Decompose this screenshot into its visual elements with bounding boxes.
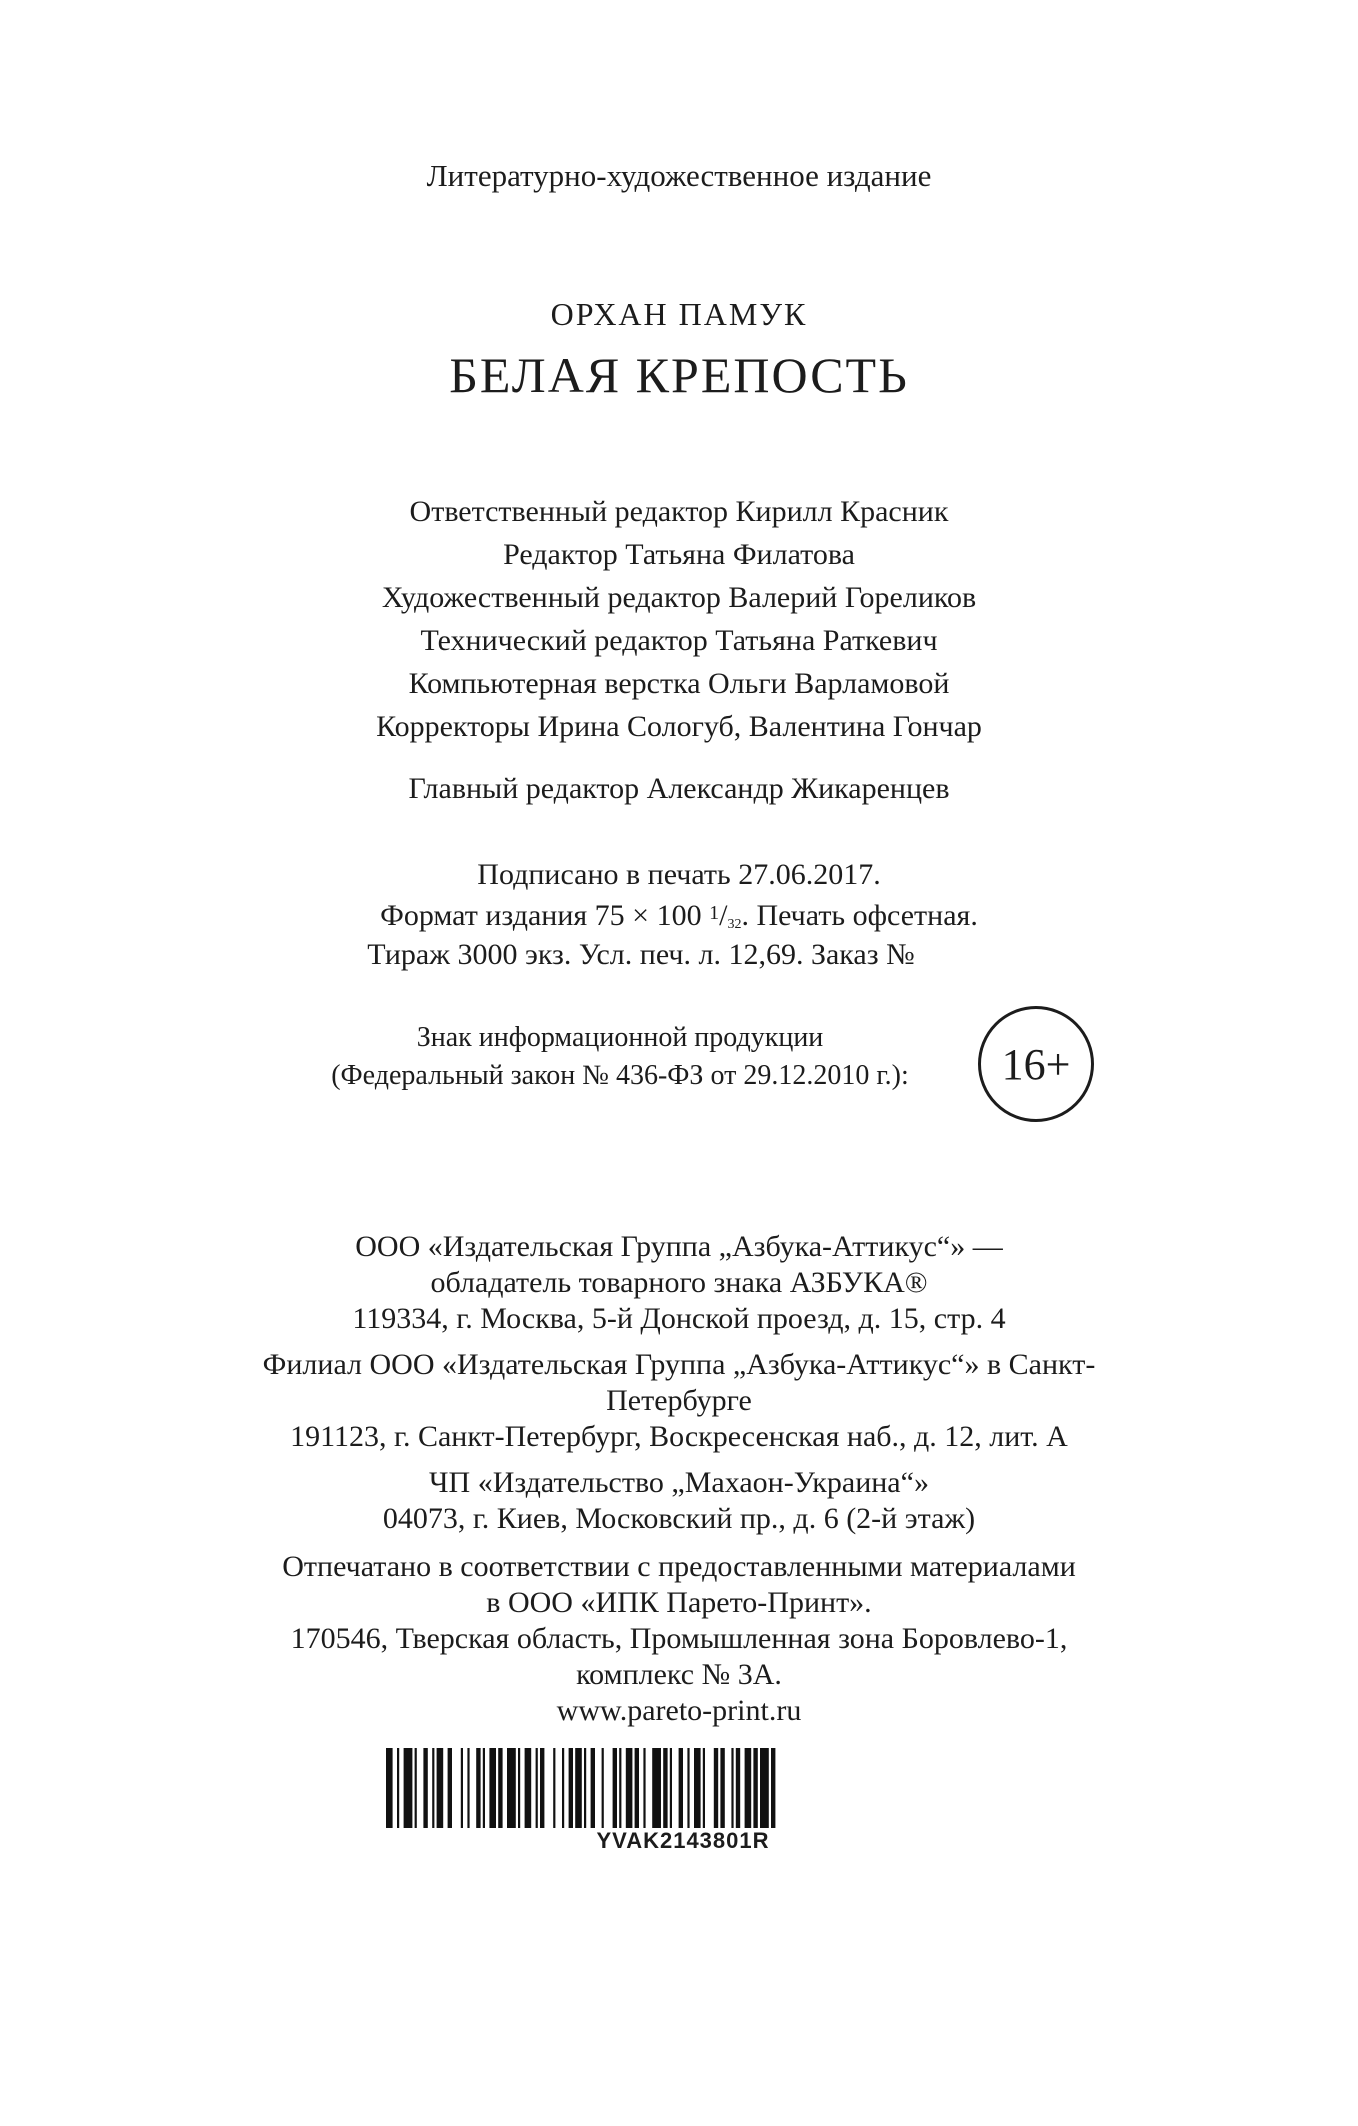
barcode-bar [467,1748,469,1828]
publisher-line: обладатель товарного знака АЗБУКА® [430,1266,928,1299]
publisher-line: ООО «Издательская Группа „Азбука-Аттикус“» — [355,1230,1003,1263]
printer-line: Отпечатано в соответствии с предоставленными материалами [282,1550,1076,1583]
printer-line: комплекс № 3А. [576,1658,782,1691]
barcode-bar [584,1748,586,1828]
branch-line: Петербурге [606,1384,752,1417]
barcode-bar [643,1748,645,1828]
info-sign-line-1: Знак информационной продукции [416,1022,824,1053]
barcode-bar [591,1748,595,1828]
edition-type: Литературно-художественное издание [426,158,932,193]
credit-line: Ответственный редактор Кирилл Красник [409,495,949,528]
ukraine-line: 04073, г. Киев, Московский пр., д. 6 (2-й этаж) [382,1502,976,1535]
format-prefix: Формат издания 75 × 100 [380,899,710,932]
format-fraction-numerator: 1 [709,902,720,924]
barcode-bar [518,1748,520,1828]
info-sign-line-2: (Федеральный закон № 436-ФЗ от 29.12.2010 г.): [331,1060,909,1091]
barcode-bar [423,1748,427,1828]
barcode-bar [415,1748,417,1828]
barcode-bar [663,1748,667,1828]
barcode-bar [437,1748,444,1828]
barcode-bar [525,1748,532,1828]
publisher-line: 119334, г. Москва, 5-й Донской проезд, д. 15, стр. 4 [352,1302,1006,1335]
barcode-bar [448,1748,452,1828]
barcode-bar [476,1748,480,1828]
barcode-bar [507,1748,516,1828]
printer-line: в ООО «ИПК Парето-Принт». [486,1586,872,1619]
printer-website: www.pareto-print.ru [556,1694,802,1727]
barcode-bar [397,1748,399,1828]
barcode-bar [540,1748,544,1828]
barcode-bar [679,1748,683,1828]
barcode-bar [489,1748,496,1828]
barcode-bar [720,1748,724,1828]
barcode-bar [760,1748,769,1828]
barcode-bar [483,1748,485,1828]
barcode-bar [731,1748,733,1828]
barcode-bar [687,1748,689,1828]
credit-line: Художественный редактор Валерий Гореликов [381,581,977,614]
barcode-bar [553,1748,555,1828]
barcode-bar [602,1748,604,1828]
barcode-bar [575,1748,582,1828]
barcode-bar [386,1748,393,1828]
barcode-bar [635,1748,639,1828]
barcode-bar [771,1748,775,1828]
barcode-bar [745,1748,752,1828]
barcode-bar [619,1748,621,1828]
credit-line: Корректоры Ирина Сологуб, Валентина Гончар [376,710,982,743]
signed-for-print: Подписано в печать 27.06.2017. [477,858,881,891]
barcode-bar [613,1748,617,1828]
barcode-bar [461,1748,463,1828]
barcode-bar [626,1748,633,1828]
barcode-bar [569,1748,573,1828]
format-fraction-denominator: 32 [727,917,742,932]
barcode-bar [714,1748,718,1828]
barcode-bar [703,1748,705,1828]
barcode-bar [670,1748,672,1828]
barcode-bar [562,1748,564,1828]
barcode-bar [694,1748,701,1828]
barcode-text: YVAK2143801R [596,1828,770,1853]
ukraine-line: ЧП «Издательство „Махаон-Украина“» [429,1466,929,1499]
age-rating-badge: 16+ [978,1006,1094,1122]
barcode [386,1748,980,1828]
format-suffix: . Печать офсетная. [741,899,978,932]
book-title: БЕЛАЯ КРЕПОСТЬ [449,347,909,403]
barcode-bar [498,1748,502,1828]
barcode-bar [753,1748,757,1828]
edition-format: Формат издания 75 × 100 $^1/_{32}$. Печать офсетная. [380,899,978,932]
barcode-bar [404,1748,413,1828]
credit-line: Компьютерная верстка Ольги Варламовой [408,667,950,700]
credit-line: Технический редактор Татьяна Раткевич [420,624,938,657]
print-run: Тираж 3000 экз. Усл. печ. л. 12,69. Заказ № [367,938,915,971]
barcode-bar [736,1748,740,1828]
barcode-bar [652,1748,661,1828]
chief-editor: Главный редактор Александр Жикаренцев [408,772,950,805]
branch-line: 191123, г. Санкт-Петербург, Воскресенская наб., д. 12, лит. А [290,1420,1068,1453]
branch-line: Филиал ООО «Издательская Группа „Азбука-Аттикус“» в Санкт- [262,1348,1096,1381]
barcode-bar [536,1748,538,1828]
credit-line: Редактор Татьяна Филатова [503,538,855,571]
printer-line: 170546, Тверская область, Промышленная зона Боровлево-1, [290,1622,1068,1655]
barcode-bar [432,1748,434,1828]
author-name: ОРХАН ПАМУК [550,296,808,332]
